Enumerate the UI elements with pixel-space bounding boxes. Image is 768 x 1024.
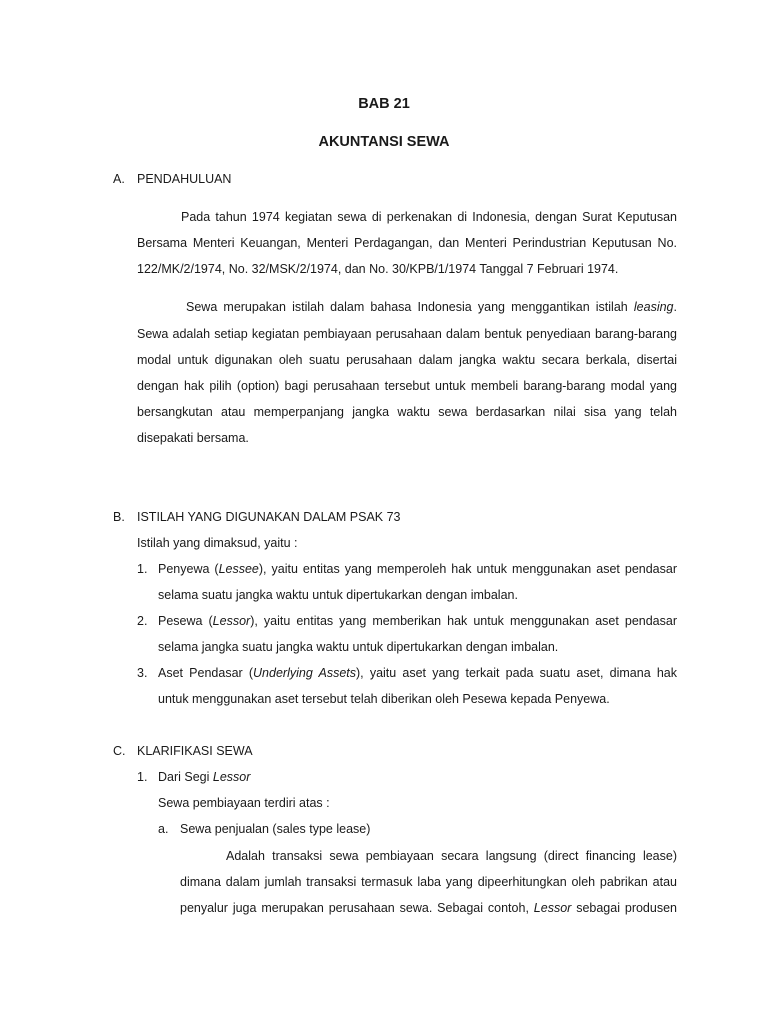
term-lessor: Lessor bbox=[212, 770, 251, 784]
term-underlying-assets: Underlying Assets bbox=[253, 666, 357, 680]
paragraph-c-line: dimana dalam jumlah transaksi termasuk laba yang dipeerhitungkan oleh pabrikan atau bbox=[180, 875, 677, 889]
paragraph-c-line bbox=[180, 901, 677, 917]
list-item-line: selama jangka suatu jangka waktu untuk dipertukarkan dengan imbalan. bbox=[158, 640, 559, 654]
paragraph-text: sebagai produsen bbox=[576, 901, 677, 915]
section-a-letter: A. bbox=[113, 172, 125, 186]
paragraph-a2-text: Sewa merupakan istilah dalam bahasa Indonesia yang menggantikan istilah bbox=[186, 300, 628, 314]
list-item-text: Aset Pendasar ( bbox=[158, 666, 254, 680]
paragraph-a2-line: disepakati bersama. bbox=[137, 431, 249, 445]
section-b-letter: B. bbox=[113, 510, 125, 524]
chapter-subtitle: AKUNTANSI SEWA bbox=[318, 134, 450, 150]
list-number: 3. bbox=[137, 666, 148, 680]
list-item-line bbox=[158, 562, 677, 578]
list-number: 2. bbox=[137, 614, 148, 628]
sub-list-item: Sewa penjualan (sales type lease) bbox=[180, 822, 371, 836]
paragraph-a1-line: Bersama Menteri Keuangan, Menteri Perdagangan, dan Menteri Perindustrian Keputusan No. bbox=[137, 236, 677, 250]
paragraph-a2-line: modal untuk digunakan oleh suatu perusahaan dalam jangka waktu secara berkala, disertai bbox=[137, 353, 677, 367]
section-c-heading: KLARIFIKASI SEWA bbox=[137, 744, 253, 758]
list-item-text: Penyewa ( bbox=[158, 562, 219, 576]
period: . bbox=[673, 300, 677, 314]
term-lessor: Lessor bbox=[533, 901, 572, 915]
paragraph-a2-line: Sewa adalah setiap kegiatan pembiayaan perusahaan dalam bentuk penyediaan barang-barang bbox=[137, 327, 677, 341]
paragraph-a2-line: bersangkutan atau memperpanjang jangka waktu sewa berdasarkan nilai sisa yang telah bbox=[137, 405, 677, 419]
paragraph-text: penyalur juga merupakan perusahaan sewa. Sebagai contoh, bbox=[180, 901, 529, 915]
term-leasing: leasing bbox=[633, 300, 674, 314]
sub-list-letter: a. bbox=[158, 822, 169, 836]
paragraph-a2-line bbox=[186, 300, 677, 316]
list-number: 1. bbox=[137, 562, 148, 576]
list-item-text: Pesewa ( bbox=[158, 614, 213, 628]
term-lessor: Lessor bbox=[212, 614, 251, 628]
paragraph-a1-line: Pada tahun 1974 kegiatan sewa di perkenakan di Indonesia, dengan Surat Keputusan bbox=[181, 210, 677, 224]
list-number: 1. bbox=[137, 770, 148, 784]
section-a-heading: PENDAHULUAN bbox=[137, 172, 232, 186]
list-item-text: Dari Segi bbox=[158, 770, 210, 784]
section-c-letter: C. bbox=[113, 744, 126, 758]
list-item-text: ), yaitu aset yang terkait pada suatu aset, dimana hak bbox=[356, 666, 677, 680]
paragraph-c-line: Adalah transaksi sewa pembiayaan secara langsung (direct financing lease) bbox=[226, 849, 677, 863]
list-item-line bbox=[158, 770, 250, 784]
section-b-intro: Istilah yang dimaksud, yaitu : bbox=[137, 536, 298, 550]
paragraph-a2-line: dengan hak pilih (option) bagi perusahaan tersebut untuk membeli barang-barang modal yang bbox=[137, 379, 677, 393]
list-item-line bbox=[158, 614, 677, 630]
paragraph-a1-line: 122/MK/2/1974, No. 32/MSK/2/1974, dan No. 30/KPB/1/1974 Tanggal 7 Februari 1974. bbox=[137, 262, 619, 276]
list-item-line: selama suatu jangka waktu untuk dipertukarkan dengan imbalan. bbox=[158, 588, 518, 602]
chapter-title: BAB 21 bbox=[358, 96, 410, 112]
section-b-heading: ISTILAH YANG DIGUNAKAN DALAM PSAK 73 bbox=[137, 510, 401, 524]
sub-intro: Sewa pembiayaan terdiri atas : bbox=[158, 796, 330, 810]
list-item-line: untuk menggunakan aset tersebut telah diberikan oleh Pesewa kepada Penyewa. bbox=[158, 692, 610, 706]
list-item-text: ), yaitu entitas yang memberikan hak untuk menggunakan aset pendasar bbox=[250, 614, 677, 628]
list-item-text: ), yaitu entitas yang memperoleh hak untuk menggunakan aset pendasar bbox=[258, 562, 677, 576]
list-item-line bbox=[158, 666, 677, 682]
term-lessee: Lessee bbox=[218, 562, 259, 576]
